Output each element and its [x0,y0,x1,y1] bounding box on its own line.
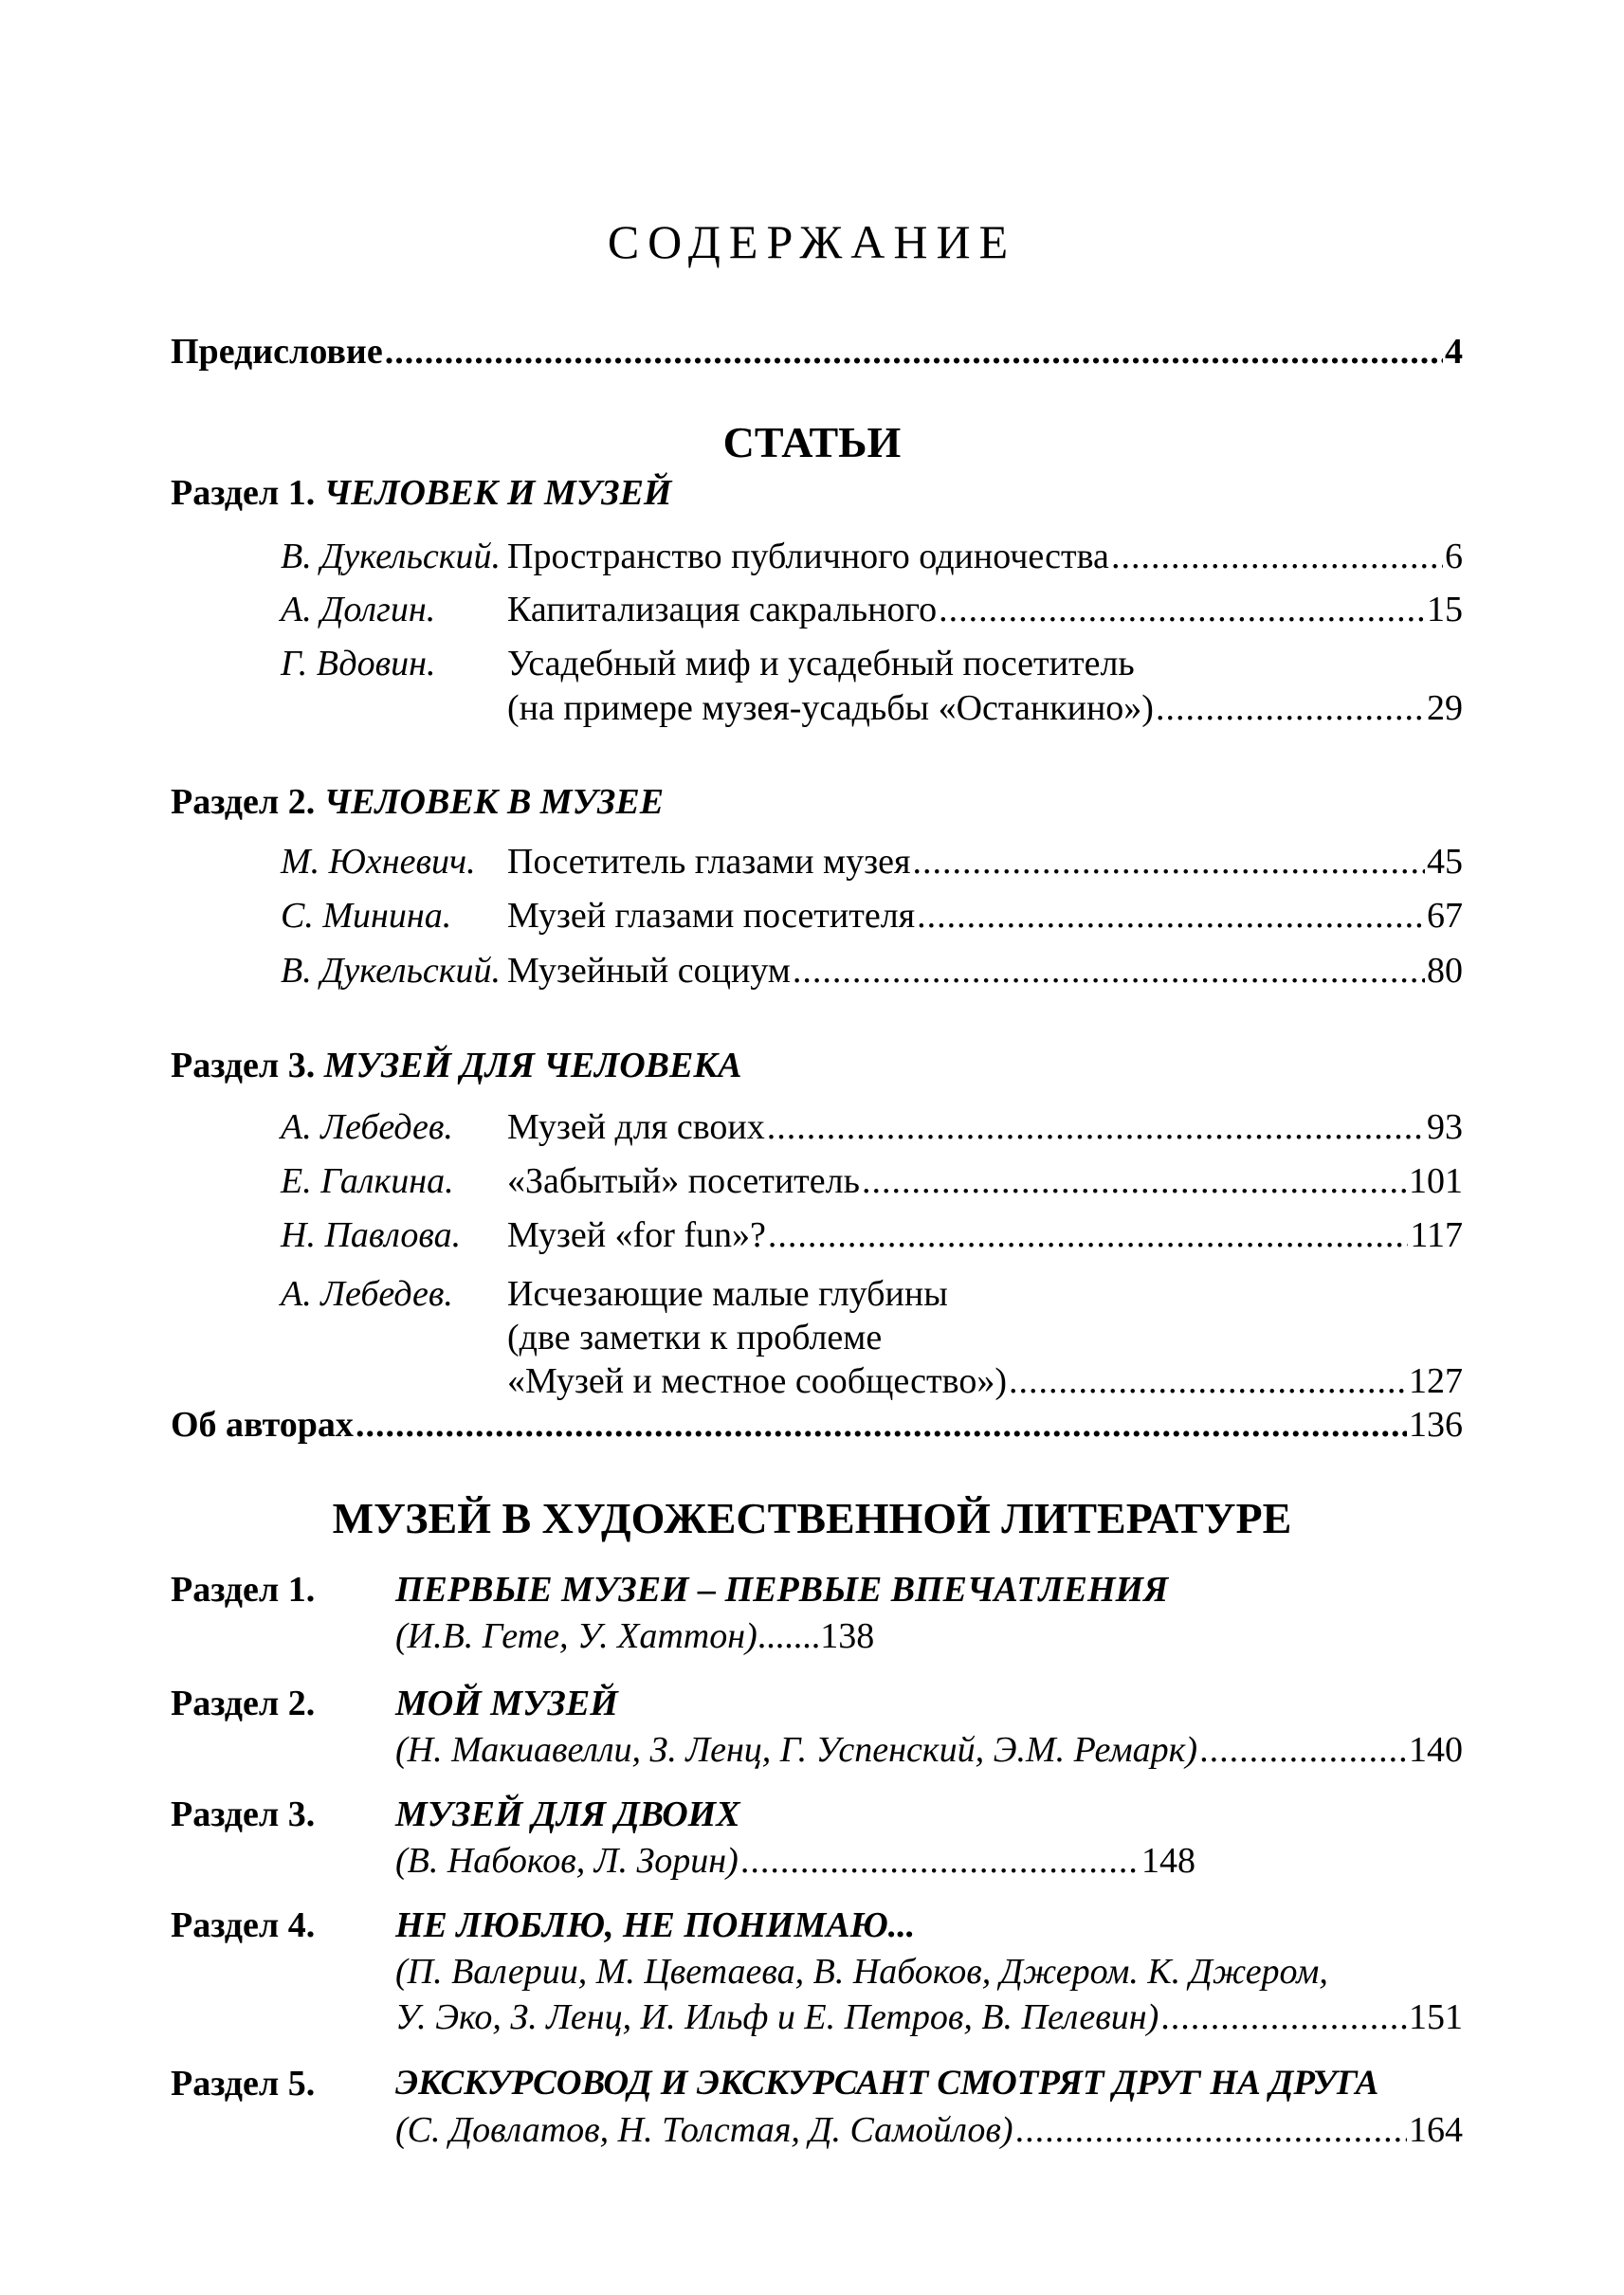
leader-dots [862,1159,1407,1203]
page-number: 101 [1409,1161,1463,1201]
entry-title: Капитализация сакрального [507,590,938,629]
entry-authors: (П. Валерии, М. Цветаева, В. Набоков, Джером. К. Джером, [395,1952,1328,1992]
entry-title: Музей для своих [507,1107,765,1147]
entry-authors: (С. Довлатов, Н. Толстая, Д. Самойлов) [395,2110,1013,2150]
toc-entry[interactable] [507,840,1463,883]
section-label: Раздел 4. [171,1905,316,1945]
leader-dots [912,840,1425,883]
entry-label: Предисловие [171,332,383,372]
section-label: Раздел 2. [171,1684,316,1723]
section-label: Раздел 1. [171,473,316,513]
page-number: 136 [1409,1405,1463,1445]
section-label: Раздел 3. [171,1046,316,1085]
entry-title: Музейный социум [507,951,791,991]
entry-author: А. Лебедев. [281,1274,453,1314]
leader-dots [1015,2108,1407,2152]
toc-entry[interactable] [395,1728,1463,1772]
entry-title: Музей «for fun»? [507,1215,766,1255]
page-number: 6 [1445,537,1463,576]
leader-dots [917,894,1425,938]
entry-authors: (Н. Макиавелли, З. Ленц, Г. Успенский, Э.М. Ремарк) [395,1730,1198,1770]
leader-dots [740,1839,1140,1883]
page-number: 80 [1427,951,1463,991]
toc-entry[interactable] [507,535,1463,578]
entry-title-cont: (на примере музея-усадьбы «Останкино») [507,688,1154,728]
toc-entry[interactable] [507,588,1463,631]
entry-authors: (И.В. Гете, У. Хаттон) [395,1616,757,1656]
entry-author: Н. Павлова. [281,1215,462,1255]
leader-dots [1156,686,1425,730]
toc-entry[interactable] [507,1105,1463,1149]
toc-entry[interactable] [395,1995,1463,2039]
entry-authors-cont: У. Эко, З. Ленц, И. Ильф и Е. Петров, В. Пелевин) [395,1997,1159,2037]
entry-authors: (В. Набоков, Л. Зорин) [395,1841,739,1881]
toc-entry[interactable] [507,949,1463,993]
page-number: 148 [1141,1841,1195,1881]
section-title: ЧЕЛОВЕК В МУЗЕЕ [323,782,665,822]
page-number: 15 [1427,590,1463,629]
section-label: Раздел 1. [171,1570,316,1610]
articles-heading: СТАТЬИ [722,418,902,466]
leader-dots [1009,1359,1407,1403]
leader-dots [939,588,1425,631]
page-number: 151 [1409,1997,1463,2037]
page-number: 117 [1410,1215,1463,1255]
entry-author: В. Дукельский. [281,537,502,576]
section-heading [171,780,664,824]
section-title: НЕ ЛЮБЛЮ, НЕ ПОНИМАЮ... [395,1905,916,1945]
section-heading [171,1044,742,1087]
entry-author: А. Долгин. [281,590,436,629]
entry-title: Посетитель глазами музея [507,842,911,882]
leader-dots [1111,535,1443,578]
entry-author: С. Минина. [281,896,452,936]
entry-title: Усадебный миф и усадебный посетитель [507,644,1135,683]
section-title: ЧЕЛОВЕК И МУЗЕЙ [323,473,672,513]
section-title: МОЙ МУЗЕЙ [395,1684,618,1723]
page-number: 67 [1427,896,1463,936]
section-label: Раздел 2. [171,782,316,822]
leader-dots [385,330,1443,373]
toc-entry[interactable] [507,1359,1463,1403]
leader-dots: ....... [757,1616,821,1656]
leader-dots [793,949,1425,993]
page-number: 164 [1409,2110,1463,2150]
toc-entry[interactable] [395,2108,1463,2152]
entry-title: Пространство публичного одиночества [507,537,1109,576]
entry-author: А. Лебедев. [281,1107,453,1147]
literature-heading: МУЗЕЙ В ХУДОЖЕСТВЕННОЙ ЛИТЕРАТУРЕ [332,1494,1292,1542]
section-heading [171,471,672,515]
leader-dots [1160,1995,1407,2039]
entry-title: Исчезающие малые глубины [507,1274,948,1314]
page-number: 127 [1409,1361,1463,1401]
page-number: 138 [820,1616,875,1656]
toc-entry-preface[interactable] [171,330,1463,373]
entry-author: В. Дукельский. [281,951,502,991]
page-number: 45 [1427,842,1463,882]
toc-entry[interactable] [507,686,1463,730]
section-title: ПЕРВЫЕ МУЗЕИ – ПЕРВЫЕ ВПЕЧАТЛЕНИЯ [395,1570,1169,1610]
page-number: 140 [1409,1730,1463,1770]
leader-dots [1199,1728,1407,1772]
entry-author: Е. Галкина. [281,1161,454,1201]
toc-entry[interactable] [395,1614,874,1658]
page-number: 29 [1427,688,1463,728]
toc-entry-about-authors[interactable] [171,1403,1463,1447]
section-title: ЭКСКУРСОВОД И ЭКСКУРСАНТ СМОТРЯТ ДРУГ НА ДРУГА [395,2064,1379,2103]
leader-dots [767,1105,1425,1149]
entry-label: Об авторах [171,1405,354,1445]
entry-title: Музей глазами посетителя [507,896,916,936]
section-label: Раздел 3. [171,1794,316,1834]
entry-title-cont: (две заметки к проблеме [507,1318,883,1357]
toc-entry[interactable] [507,1213,1463,1257]
entry-title: «Забытый» посетитель [507,1161,860,1201]
entry-author: Г. Вдовин. [281,644,436,683]
section-title: МУЗЕЙ ДЛЯ ДВОИХ [395,1794,740,1834]
section-label: Раздел 5. [171,2064,316,2104]
section-title: МУЗЕЙ ДЛЯ ЧЕЛОВЕКА [323,1046,742,1085]
page-number: 93 [1427,1107,1463,1147]
leader-dots [768,1213,1409,1257]
toc-entry[interactable] [507,1159,1463,1203]
entry-title-cont: «Музей и местное сообщество») [507,1361,1007,1401]
leader-dots [356,1403,1407,1447]
page-title: СОДЕРЖАНИЕ [607,215,1017,268]
entry-author: М. Юхневич. [281,842,476,882]
page-number: 4 [1445,332,1463,372]
toc-entry[interactable] [507,894,1463,938]
toc-entry[interactable] [395,1839,1195,1883]
